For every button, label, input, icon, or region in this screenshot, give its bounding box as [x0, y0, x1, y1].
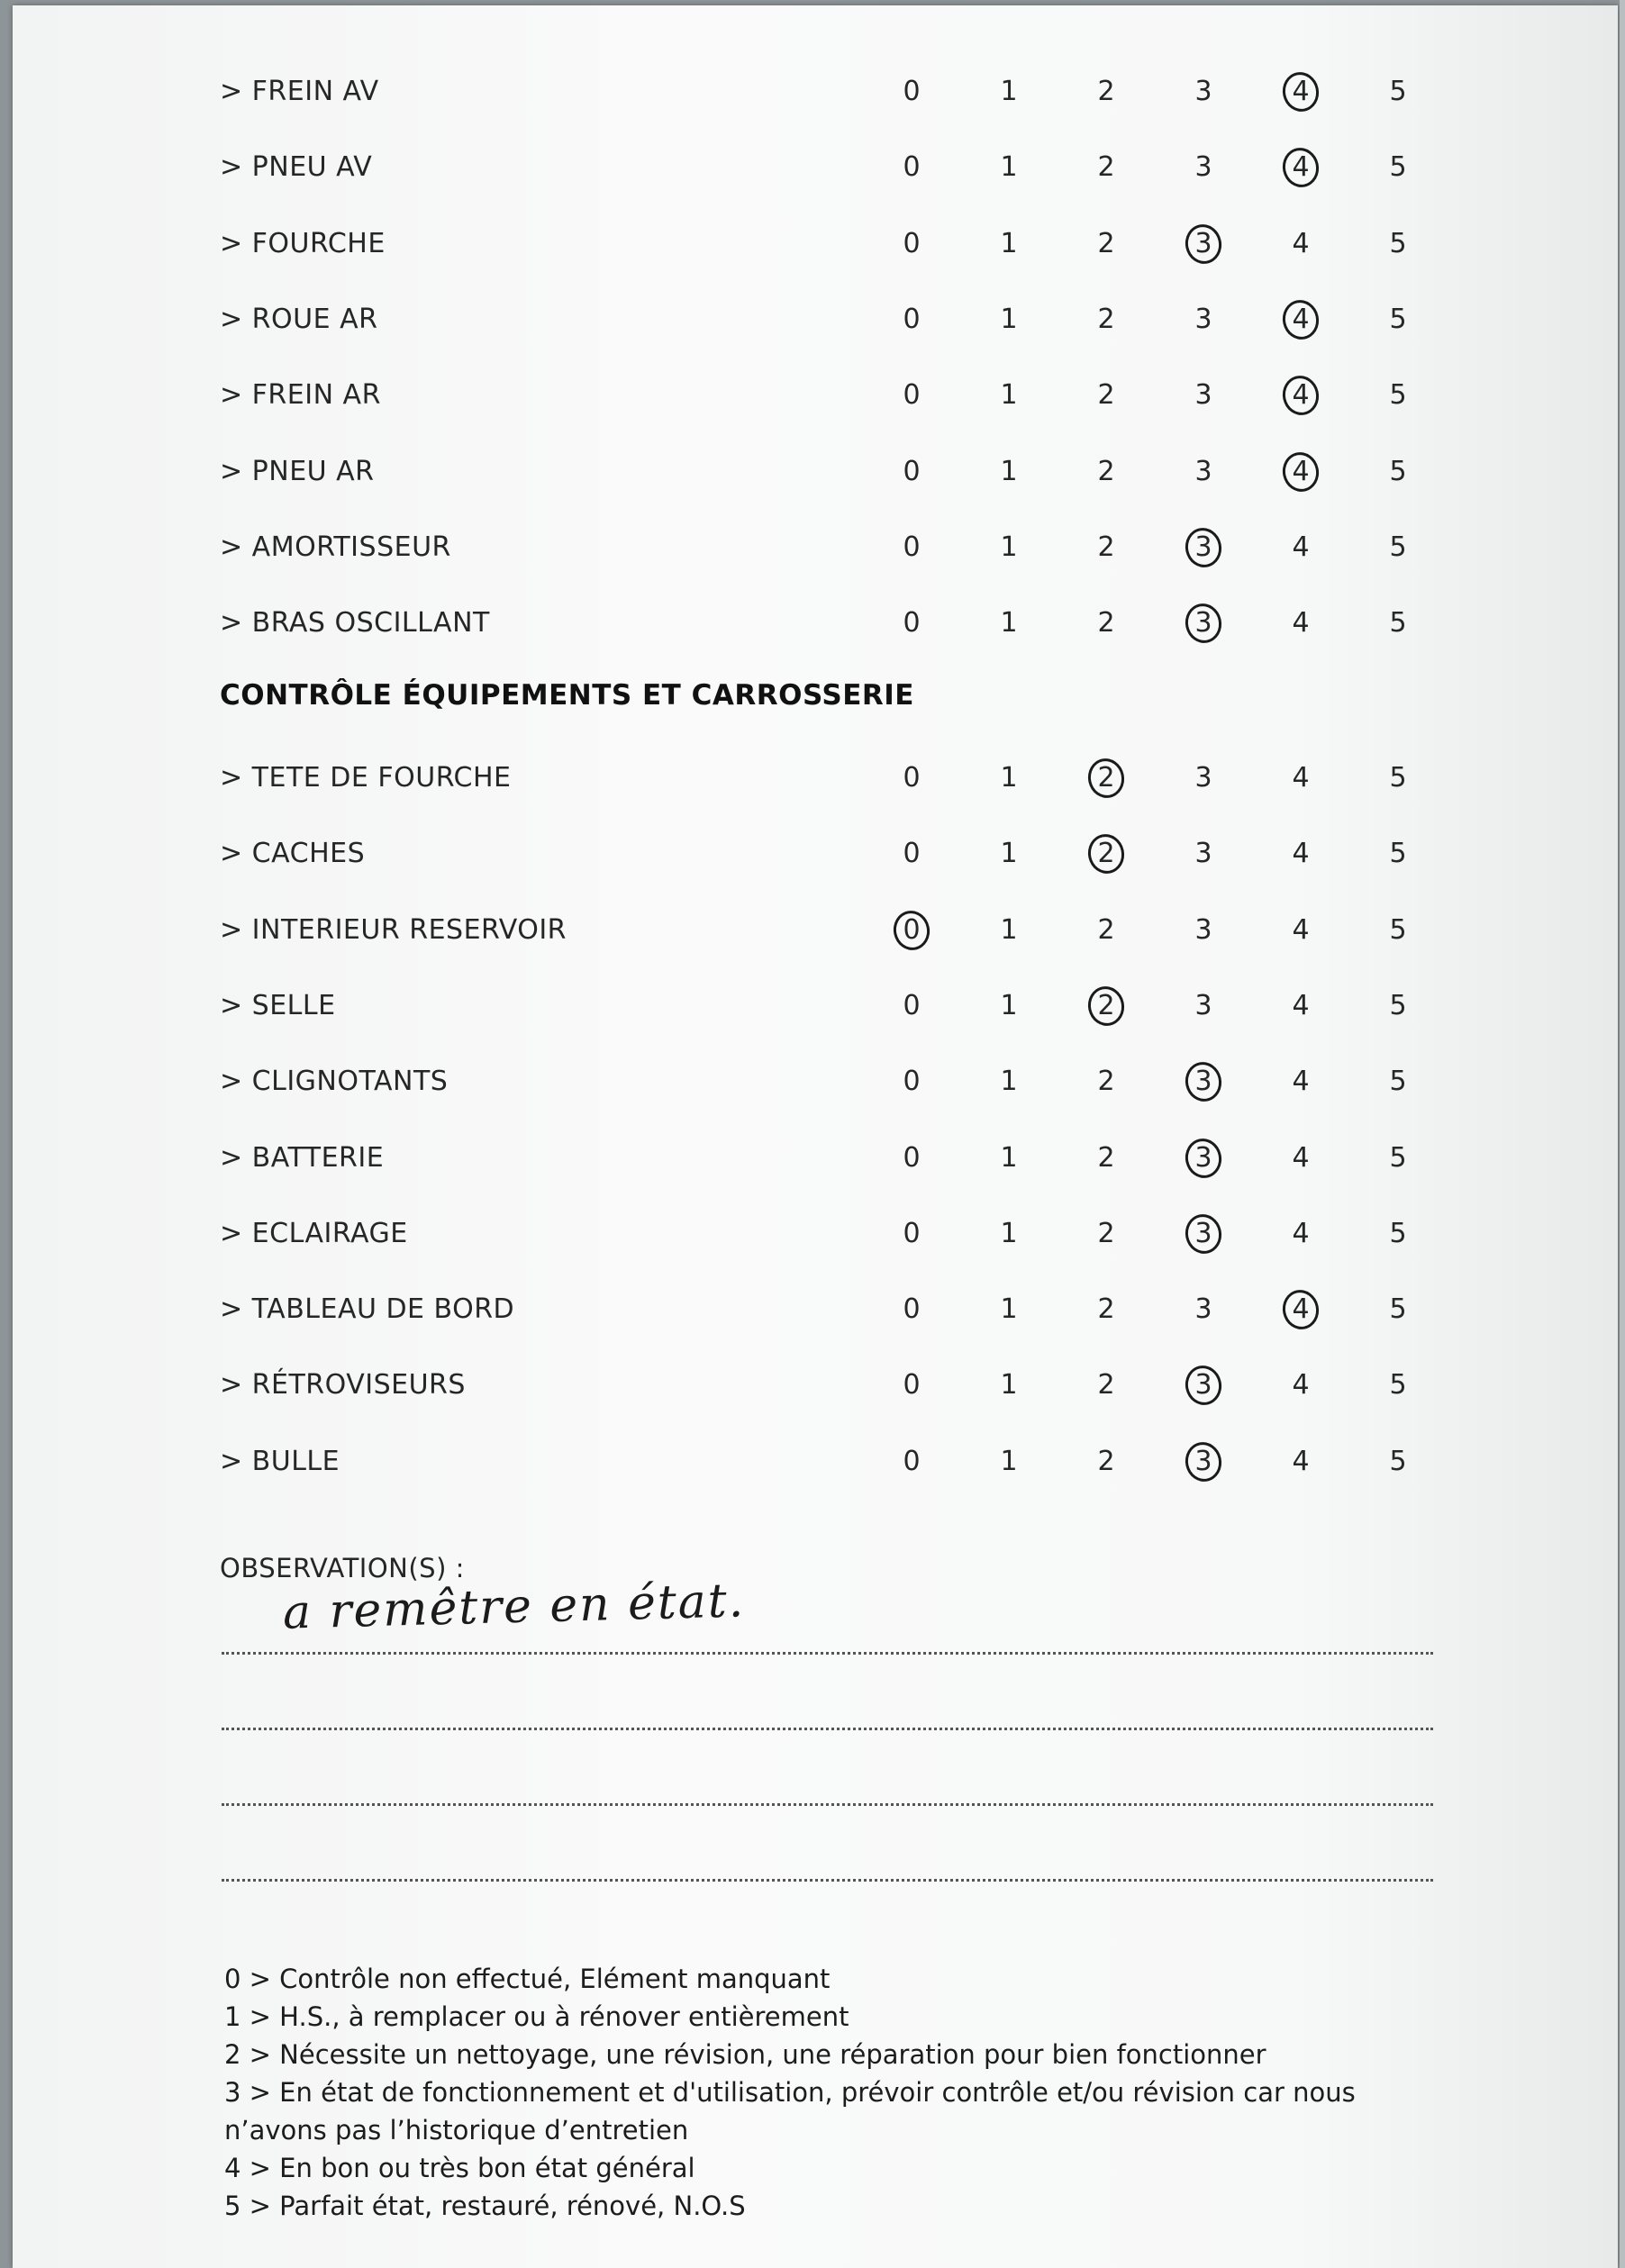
rating-option-5[interactable]: 5 — [1389, 151, 1407, 184]
rating-option-3[interactable]: 3 — [1194, 379, 1212, 412]
rating-option-2[interactable]: 2 — [1097, 1217, 1115, 1249]
inspection-item-label: > PNEU AR — [220, 455, 375, 487]
inspection-row — [220, 1055, 1481, 1109]
rating-option-1[interactable]: 1 — [1000, 607, 1018, 640]
inspection-item-label: > SELLE — [220, 989, 336, 1021]
inspection-row — [220, 1207, 1481, 1261]
rating-option-3[interactable]: 3 — [1194, 1066, 1212, 1098]
sheet-edge — [1620, 0, 1625, 2268]
rating-option-2[interactable]: 2 — [1097, 151, 1115, 184]
rating-option-5[interactable]: 5 — [1389, 913, 1407, 946]
inspection-item-label: > FREIN AV — [220, 76, 379, 107]
inspection-row — [220, 1283, 1481, 1337]
inspection-item-label: > INTERIEUR RESERVOIR — [220, 913, 567, 946]
rating-option-3[interactable]: 3 — [1194, 607, 1212, 640]
rating-option-2[interactable]: 2 — [1097, 762, 1115, 794]
rating-option-5[interactable]: 5 — [1389, 838, 1407, 870]
rating-option-4[interactable]: 4 — [1292, 607, 1310, 640]
rating-option-4[interactable]: 4 — [1292, 379, 1310, 412]
rating-option-3[interactable]: 3 — [1194, 762, 1212, 794]
rating-option-1[interactable]: 1 — [1000, 76, 1018, 107]
rating-option-5[interactable]: 5 — [1389, 607, 1407, 640]
rating-option-0[interactable]: 0 — [903, 762, 921, 794]
rating-option-2[interactable]: 2 — [1097, 989, 1115, 1021]
inspection-row — [220, 1131, 1481, 1185]
inspection-row — [220, 827, 1481, 881]
observation-line-4 — [222, 1879, 1433, 1882]
rating-option-3[interactable]: 3 — [1194, 303, 1212, 335]
rating-option-2[interactable]: 2 — [1097, 455, 1115, 487]
inspection-item-label: > RÉTROVISEURS — [220, 1369, 466, 1402]
rating-option-2[interactable]: 2 — [1097, 1066, 1115, 1098]
rating-option-5[interactable]: 5 — [1389, 455, 1407, 487]
rating-option-5[interactable]: 5 — [1389, 227, 1407, 259]
rating-option-1[interactable]: 1 — [1000, 379, 1018, 412]
rating-option-1[interactable]: 1 — [1000, 913, 1018, 946]
inspection-row — [220, 903, 1481, 957]
observation-line-2 — [222, 1728, 1433, 1730]
inspection-row — [220, 65, 1481, 119]
observation-line-1 — [222, 1652, 1433, 1655]
inspection-item-label: > BATTERIE — [220, 1141, 385, 1174]
rating-option-1[interactable]: 1 — [1000, 227, 1018, 259]
inspection-row — [220, 1358, 1481, 1412]
rating-option-3[interactable]: 3 — [1194, 1445, 1212, 1477]
rating-option-1[interactable]: 1 — [1000, 1445, 1018, 1477]
rating-option-4[interactable]: 4 — [1292, 151, 1310, 184]
rating-option-1[interactable]: 1 — [1000, 989, 1018, 1021]
inspection-row — [220, 141, 1481, 195]
rating-option-2[interactable]: 2 — [1097, 838, 1115, 870]
rating-option-0[interactable]: 0 — [903, 76, 921, 107]
rating-option-3[interactable]: 3 — [1194, 1141, 1212, 1174]
rating-option-4[interactable]: 4 — [1292, 1445, 1310, 1477]
rating-option-4[interactable]: 4 — [1292, 303, 1310, 335]
rating-option-3[interactable]: 3 — [1194, 913, 1212, 946]
inspection-row — [220, 368, 1481, 422]
rating-option-5[interactable]: 5 — [1389, 303, 1407, 335]
inspection-item-label: > TABLEAU DE BORD — [220, 1293, 515, 1326]
inspection-item-label: > AMORTISSEUR — [220, 531, 451, 563]
rating-option-1[interactable]: 1 — [1000, 1293, 1018, 1326]
legend-line: 1 > H.S., à remplacer ou à rénover entièrement — [224, 2001, 849, 2032]
inspection-item-label: > CLIGNOTANTS — [220, 1066, 449, 1098]
inspection-row — [220, 1435, 1481, 1489]
rating-option-2[interactable]: 2 — [1097, 607, 1115, 640]
rating-option-3[interactable]: 3 — [1194, 1293, 1212, 1326]
observation-line-3 — [222, 1803, 1433, 1806]
rating-option-5[interactable]: 5 — [1389, 1217, 1407, 1249]
rating-option-5[interactable]: 5 — [1389, 1066, 1407, 1098]
inspection-item-label: > FREIN AR — [220, 379, 381, 412]
rating-option-1[interactable]: 1 — [1000, 1066, 1018, 1098]
legend-line: 0 > Contrôle non effectué, Elément manquant — [224, 1964, 831, 1994]
rating-option-0[interactable]: 0 — [903, 455, 921, 487]
inspection-item-label: > CACHES — [220, 838, 366, 870]
rating-option-0[interactable]: 0 — [903, 1066, 921, 1098]
rating-option-2[interactable]: 2 — [1097, 227, 1115, 259]
inspection-row — [220, 596, 1481, 650]
observations-label: OBSERVATION(S) : — [220, 1553, 465, 1583]
rating-option-3[interactable]: 3 — [1194, 151, 1212, 184]
rating-option-0[interactable]: 0 — [903, 151, 921, 184]
rating-option-2[interactable]: 2 — [1097, 531, 1115, 563]
section-title: CONTRÔLE ÉQUIPEMENTS ET CARROSSERIE — [220, 679, 914, 712]
rating-option-0[interactable]: 0 — [903, 227, 921, 259]
rating-option-2[interactable]: 2 — [1097, 1369, 1115, 1402]
inspection-sheet — [13, 5, 1618, 2268]
rating-option-0[interactable]: 0 — [903, 1445, 921, 1477]
rating-option-1[interactable]: 1 — [1000, 838, 1018, 870]
legend-line: 3 > En état de fonctionnement et d'utilisation, prévoir contrôle et/ou révision car nous — [224, 2077, 1356, 2108]
rating-option-4[interactable]: 4 — [1292, 762, 1310, 794]
rating-option-5[interactable]: 5 — [1389, 1293, 1407, 1326]
inspection-row — [220, 979, 1481, 1033]
rating-option-5[interactable]: 5 — [1389, 1445, 1407, 1477]
rating-option-0[interactable]: 0 — [903, 1217, 921, 1249]
rating-option-4[interactable]: 4 — [1292, 455, 1310, 487]
rating-option-5[interactable]: 5 — [1389, 531, 1407, 563]
inspection-row — [220, 217, 1481, 271]
rating-option-0[interactable]: 0 — [903, 1369, 921, 1402]
rating-option-5[interactable]: 5 — [1389, 989, 1407, 1021]
inspection-item-label: > FOURCHE — [220, 227, 386, 259]
rating-option-4[interactable]: 4 — [1292, 1141, 1310, 1174]
rating-option-4[interactable]: 4 — [1292, 76, 1310, 107]
rating-option-5[interactable]: 5 — [1389, 379, 1407, 412]
rating-option-3[interactable]: 3 — [1194, 989, 1212, 1021]
rating-option-4[interactable]: 4 — [1292, 913, 1310, 946]
observations-handwritten-text: a remêtre en état. — [282, 1574, 746, 1640]
rating-option-1[interactable]: 1 — [1000, 303, 1018, 335]
inspection-item-label: > BULLE — [220, 1445, 340, 1477]
rating-option-2[interactable]: 2 — [1097, 1141, 1115, 1174]
rating-option-0[interactable]: 0 — [903, 838, 921, 870]
inspection-item-label: > ROUE AR — [220, 303, 378, 335]
rating-legend — [224, 1960, 1485, 2225]
rating-option-3[interactable]: 3 — [1194, 838, 1212, 870]
rating-option-1[interactable]: 1 — [1000, 1141, 1018, 1174]
rating-option-0[interactable]: 0 — [903, 607, 921, 640]
rating-option-4[interactable]: 4 — [1292, 1293, 1310, 1326]
rating-option-0[interactable]: 0 — [903, 303, 921, 335]
rating-option-1[interactable]: 1 — [1000, 455, 1018, 487]
rating-option-4[interactable]: 4 — [1292, 1369, 1310, 1402]
rating-option-2[interactable]: 2 — [1097, 379, 1115, 412]
rating-option-2[interactable]: 2 — [1097, 303, 1115, 335]
rating-option-5[interactable]: 5 — [1389, 1369, 1407, 1402]
rating-option-1[interactable]: 1 — [1000, 762, 1018, 794]
legend-line: 2 > Nécessite un nettoyage, une révision, une réparation pour bien fonctionner — [224, 2039, 1266, 2070]
rating-option-0[interactable]: 0 — [903, 379, 921, 412]
rating-option-4[interactable]: 4 — [1292, 989, 1310, 1021]
inspection-item-label: > ECLAIRAGE — [220, 1217, 408, 1249]
rating-option-4[interactable]: 4 — [1292, 531, 1310, 563]
rating-option-1[interactable]: 1 — [1000, 151, 1018, 184]
rating-option-1[interactable]: 1 — [1000, 531, 1018, 563]
rating-option-3[interactable]: 3 — [1194, 1369, 1212, 1402]
rating-option-4[interactable]: 4 — [1292, 1217, 1310, 1249]
legend-line: n’avons pas l’historique d’entretien — [224, 2115, 689, 2146]
rating-option-2[interactable]: 2 — [1097, 1293, 1115, 1326]
rating-option-1[interactable]: 1 — [1000, 1369, 1018, 1402]
rating-option-5[interactable]: 5 — [1389, 762, 1407, 794]
rating-option-3[interactable]: 3 — [1194, 227, 1212, 259]
rating-option-1[interactable]: 1 — [1000, 1217, 1018, 1249]
inspection-row — [220, 521, 1481, 575]
rating-option-0[interactable]: 0 — [903, 913, 921, 946]
rating-option-3[interactable]: 3 — [1194, 76, 1212, 107]
inspection-row — [220, 751, 1481, 805]
legend-line: 4 > En bon ou très bon état général — [224, 2153, 695, 2183]
rating-option-0[interactable]: 0 — [903, 1141, 921, 1174]
inspection-item-label: > BRAS OSCILLANT — [220, 607, 490, 640]
rating-option-0[interactable]: 0 — [903, 1293, 921, 1326]
inspection-row — [220, 293, 1481, 347]
legend-line: 5 > Parfait état, restauré, rénové, N.O.S — [224, 2191, 746, 2221]
rating-option-5[interactable]: 5 — [1389, 1141, 1407, 1174]
rating-option-0[interactable]: 0 — [903, 531, 921, 563]
rating-option-4[interactable]: 4 — [1292, 1066, 1310, 1098]
inspection-item-label: > TETE DE FOURCHE — [220, 762, 512, 794]
rating-option-2[interactable]: 2 — [1097, 76, 1115, 107]
rating-option-3[interactable]: 3 — [1194, 531, 1212, 563]
rating-option-5[interactable]: 5 — [1389, 76, 1407, 107]
rating-option-4[interactable]: 4 — [1292, 838, 1310, 870]
inspection-row — [220, 445, 1481, 499]
rating-option-2[interactable]: 2 — [1097, 1445, 1115, 1477]
inspection-item-label: > PNEU AV — [220, 151, 373, 184]
rating-option-0[interactable]: 0 — [903, 989, 921, 1021]
rating-option-3[interactable]: 3 — [1194, 1217, 1212, 1249]
rating-option-4[interactable]: 4 — [1292, 227, 1310, 259]
rating-option-2[interactable]: 2 — [1097, 913, 1115, 946]
rating-option-3[interactable]: 3 — [1194, 455, 1212, 487]
